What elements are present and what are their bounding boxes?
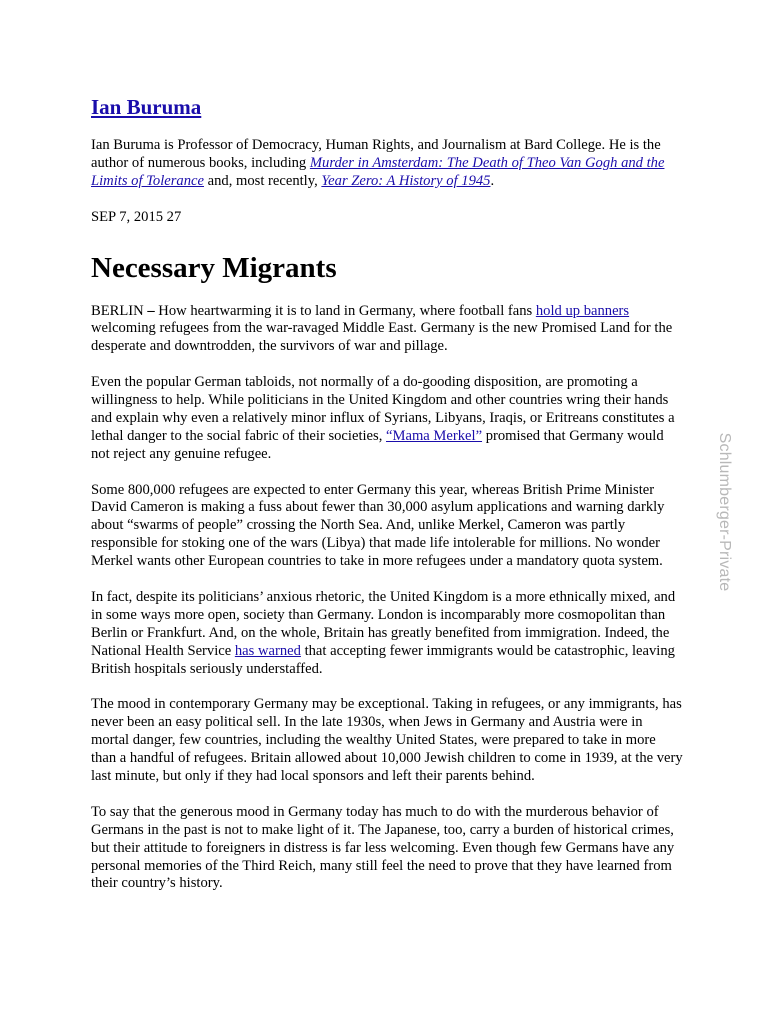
author-name-heading [91,92,683,122]
book-link-murder-in-amsterdam[interactable]: Murder in Amsterdam: The Death of Theo Van Gogh and the Limits of Tolerance [91,154,665,189]
link-has-warned[interactable]: has warned [234,642,301,659]
article-paragraph: The mood in contemporary Germany may be exceptional. Taking in refugees, or any immigrants, has never been an easy political sell. In the late 1930s, when Jews in Germany and Austria were in mortal danger, few countries, including the wealthy United States, were prepared to take in more than a handful of refugees. Britain allowed about 10,000 Jewish children to come in 1939, at the very last minute, but only if they had local sponsors and left their parents behind. [91,696,683,785]
author-bio [91,137,683,191]
article-paragraph [91,374,683,464]
article-paragraph [91,303,683,357]
link-hold-up-banners[interactable]: hold up banners [535,302,630,319]
paragraph-text: Even the popular German tabloids, not normally of a do-gooding disposition, are promoting a willingness to help. While politicians in the United Kingdom and other countries wring their hands and explain why even a relatively minor influx of Syrians, Libyans, Iraqis, or Eritreans constitutes a lethal danger to the social fabric of their societies, [91,374,675,444]
article-paragraph [91,589,683,679]
author-bio-text: Ian Buruma is Professor of Democracy, Human Rights, and Journalism at Bard College. He is the author of numerous books, including [91,137,661,171]
book-link-year-zero[interactable]: Year Zero: A History of 1945 [321,172,491,189]
paragraph-text: promised that Germany would not reject any genuine refugee. [91,427,664,462]
author-bio-text: . [490,172,495,189]
paragraph-text: How heartwarming it is to land in Germany, where football fans [158,302,536,319]
article-paragraph: Some 800,000 refugees are expected to enter Germany this year, whereas British Prime Minister David Cameron is making a fuss about fewer than 30,000 asylum applications and warning darkly about “swarms of people” crossing the North Sea. And, unlike Merkel, Cameron was partly responsible for stoking one of the wars (Libya) that made life intolerable for millions. No wonder Merkel wants other European countries to take in more refugees under a mandatory quota system. [91,481,665,570]
link-mama-merkel[interactable]: “Mama Merkel” [386,427,483,444]
paragraph-text: In fact, despite its politicians’ anxious rhetoric, the United Kingdom is a more ethnically mixed, and in some ways more open, society than Germany. London is incomparably more cosmopolitan than Berlin or Frankfurt. And, on the whole, Britain has greatly benefited from immigration. Indeed, the National Health Service [91,588,676,659]
article-paragraph: To say that the generous mood in Germany today has much to do with the murderous behavior of Germans in the past is not to make light of it. The Japanese, too, carry a burden of historical crimes, but their attitude to foreigners in distress is far less welcoming. Even though few Germans have any personal memories of the Third Reich, many still feel the need to prove that they have learned from their country’s history. [91,803,675,892]
article-title: Necessary Migrants [91,251,337,284]
article [91,92,683,911]
dateline-dash: – [143,302,159,319]
author-name-link[interactable]: Ian Buruma [91,95,202,119]
paragraph-text: welcoming refugees from the war-ravaged Middle East. Germany is the new Promised Land for the desperate and downtrodden, the survivors of war and pillage. [91,320,673,355]
dateline: SEP 7, 2015 27 [91,208,182,225]
classification-watermark: Schlumberger-Private [716,432,733,592]
author-bio-text: and, most recently, [203,172,322,189]
paragraph-text: that accepting fewer immigrants would be catastrophic, leaving British hospitals seriously understaffed. [91,642,675,677]
dateline-city: BERLIN [91,302,144,319]
